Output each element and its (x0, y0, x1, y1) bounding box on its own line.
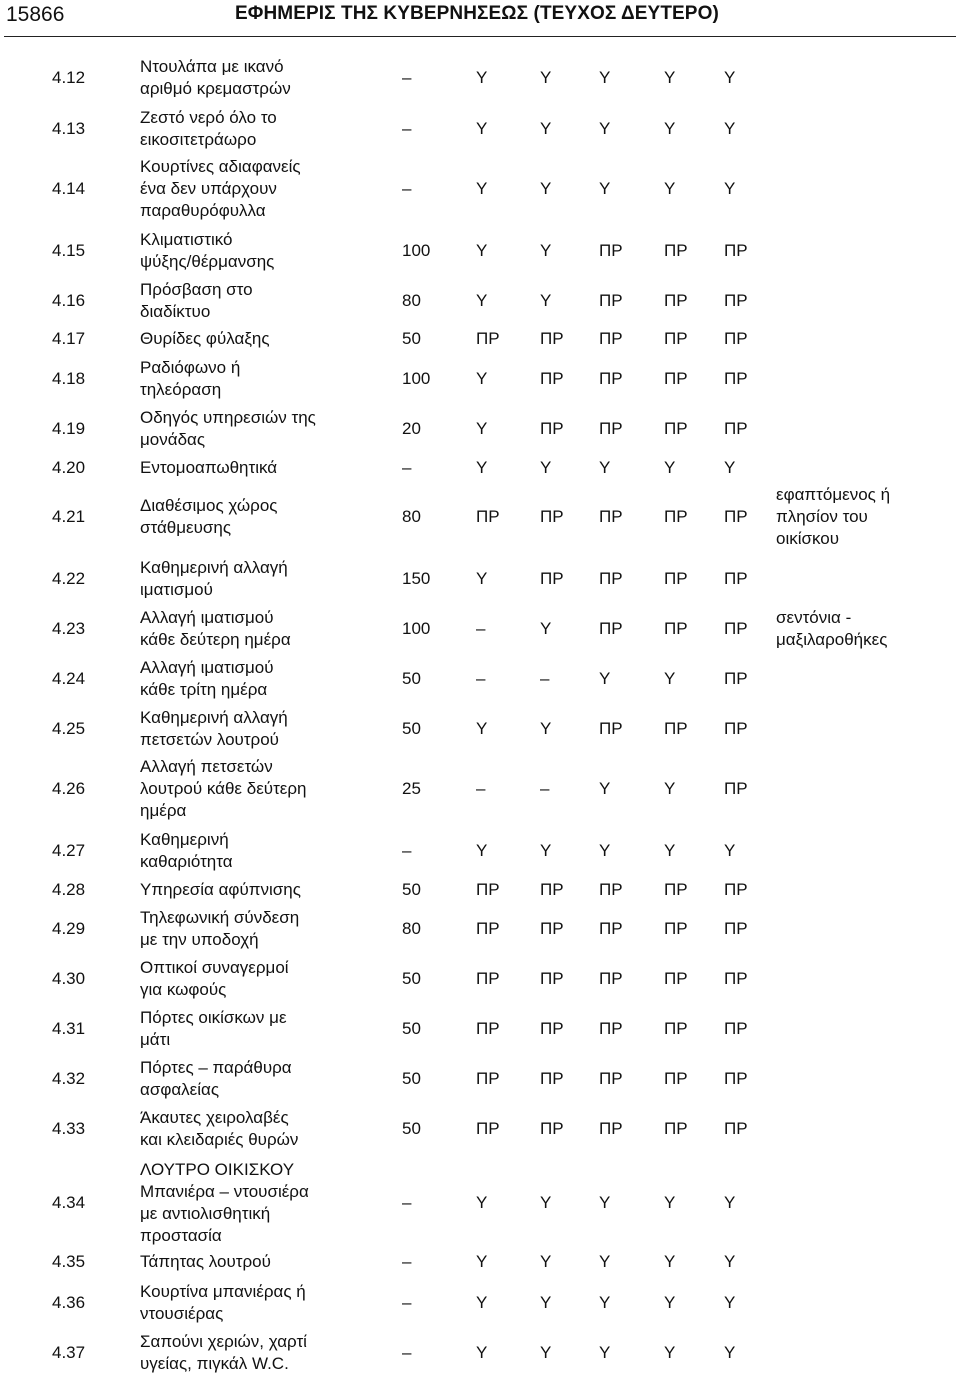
item-description (140, 357, 240, 401)
category-value: ΠΡ (476, 1069, 500, 1088)
category-value: Υ (476, 68, 488, 87)
description-line: ντουσιέρας (140, 1304, 224, 1323)
category-value: Υ (599, 119, 611, 138)
item-code: 4.32 (52, 1069, 86, 1088)
category-value: ΠΡ (599, 619, 623, 638)
category-value: Υ (476, 1343, 488, 1362)
category-value: Υ (664, 1193, 676, 1212)
item-code: 4.27 (52, 841, 86, 860)
item-description (140, 495, 278, 539)
item-code: 4.18 (52, 369, 86, 388)
description-line: και κλειδαριές θυρών (140, 1130, 299, 1149)
category-value: ΠΡ (724, 329, 748, 348)
description-line: ημέρα (140, 801, 187, 820)
category-value: – (540, 779, 550, 798)
category-value: ΠΡ (664, 291, 688, 310)
item-code: 4.34 (52, 1193, 86, 1212)
item-description (140, 1331, 307, 1375)
item-description (140, 1007, 287, 1051)
category-value: Υ (599, 1252, 611, 1271)
item-description (140, 1057, 292, 1101)
description-line: στάθμευσης (140, 518, 232, 537)
category-value: Υ (664, 1252, 676, 1271)
description-line: μάτι (140, 1030, 171, 1049)
points-value: 20 (402, 419, 421, 438)
item-code: 4.28 (52, 880, 86, 899)
table-row (0, 1250, 960, 1274)
description-line: Καθημερινή αλλαγή (140, 558, 288, 577)
category-value: ΠΡ (724, 779, 748, 798)
table-row (0, 1158, 960, 1248)
category-value: Υ (540, 179, 552, 198)
category-value: ΠΡ (599, 719, 623, 738)
category-value: ΠΡ (724, 1119, 748, 1138)
category-value: ΠΡ (664, 569, 688, 588)
description-line: ένα δεν υπάρχουν (140, 179, 277, 198)
remark-line: οικίσκου (776, 529, 840, 548)
table-row (0, 556, 960, 602)
points-value: 50 (402, 1069, 421, 1088)
category-value: ΠΡ (540, 507, 564, 526)
category-value: Υ (724, 841, 736, 860)
category-value: ΠΡ (540, 1119, 564, 1138)
category-value: Υ (664, 68, 676, 87)
points-value: 100 (402, 619, 431, 638)
category-value: ΠΡ (599, 329, 623, 348)
item-description (140, 829, 233, 873)
category-value: Υ (664, 669, 676, 688)
category-value: Υ (540, 458, 552, 477)
description-line: κάθε τρίτη ημέρα (140, 680, 268, 699)
category-value: ΠΡ (599, 241, 623, 260)
item-code: 4.37 (52, 1343, 86, 1362)
category-value: Υ (540, 68, 552, 87)
table-row (0, 878, 960, 902)
description-line: Θυρίδες φύλαξης (140, 329, 270, 348)
category-value: Υ (476, 1252, 488, 1271)
item-description (140, 756, 307, 822)
item-description (140, 707, 288, 751)
category-value: Υ (599, 841, 611, 860)
points-value: 50 (402, 669, 421, 688)
item-code: 4.12 (52, 68, 86, 87)
points-value: – (402, 68, 412, 87)
category-value: Υ (664, 1343, 676, 1362)
category-value: Υ (724, 1252, 736, 1271)
item-code: 4.13 (52, 119, 86, 138)
category-value: Υ (476, 1193, 488, 1212)
category-value: – (476, 779, 486, 798)
table-row (0, 406, 960, 452)
category-value: Υ (476, 1293, 488, 1312)
description-line: υγείας, πιγκάλ W.C. (140, 1354, 289, 1373)
category-value: Υ (540, 1193, 552, 1212)
category-value: Υ (476, 119, 488, 138)
description-line: παραθυρόφυλλα (140, 201, 266, 220)
table-row (0, 228, 960, 274)
category-value: ΠΡ (540, 969, 564, 988)
category-value: ΠΡ (599, 369, 623, 388)
category-value: Υ (599, 458, 611, 477)
table-row (0, 55, 960, 101)
description-line: καθαριότητα (140, 852, 233, 871)
item-code: 4.24 (52, 669, 86, 688)
category-value: ΠΡ (599, 569, 623, 588)
item-description (140, 407, 316, 451)
category-value: Υ (724, 179, 736, 198)
category-value: ΠΡ (664, 419, 688, 438)
description-line: Ντουλάπα με ικανό (140, 57, 284, 76)
category-value: Υ (599, 779, 611, 798)
table-row (0, 956, 960, 1002)
category-value: ΠΡ (540, 880, 564, 899)
category-value: ΠΡ (476, 1119, 500, 1138)
points-value: 50 (402, 1119, 421, 1138)
points-value: – (402, 179, 412, 198)
item-code: 4.14 (52, 179, 86, 198)
description-line: Αλλαγή ιματισμού (140, 658, 274, 677)
category-value: Υ (476, 419, 488, 438)
item-description (140, 328, 270, 350)
description-line: αριθμό κρεμαστρών (140, 79, 291, 98)
category-value: Υ (476, 179, 488, 198)
category-value: Υ (476, 291, 488, 310)
description-line: εικοσιτετράωρο (140, 130, 257, 149)
description-line: ασφαλείας (140, 1080, 220, 1099)
item-description (140, 1251, 271, 1273)
description-line: ΛΟΥΤΡΟ ΟΙΚΙΣΚΟΥ (140, 1160, 295, 1179)
category-value: Υ (540, 841, 552, 860)
item-description (140, 657, 274, 701)
category-value: ΠΡ (599, 969, 623, 988)
category-value: Υ (599, 669, 611, 688)
item-code: 4.22 (52, 569, 86, 588)
category-value: ΠΡ (664, 719, 688, 738)
category-value: ΠΡ (724, 291, 748, 310)
category-value: ΠΡ (664, 1069, 688, 1088)
category-value: ΠΡ (724, 619, 748, 638)
remark-line: μαξιλαροθήκες (776, 630, 888, 649)
remark-line: πλησίον του (776, 507, 868, 526)
description-line: Κλιματιστικό (140, 230, 233, 249)
category-value: Υ (540, 1343, 552, 1362)
points-value: 80 (402, 291, 421, 310)
category-value: Υ (476, 369, 488, 388)
category-value: ΠΡ (599, 291, 623, 310)
category-value: ΠΡ (476, 507, 500, 526)
category-value: ΠΡ (724, 719, 748, 738)
table-row (0, 278, 960, 324)
points-value: 25 (402, 779, 421, 798)
table-row (0, 1056, 960, 1102)
points-value: 50 (402, 1019, 421, 1038)
table-row (0, 1330, 960, 1376)
category-value: ΠΡ (476, 969, 500, 988)
description-line: ιματισμού (140, 580, 213, 599)
item-code: 4.35 (52, 1252, 86, 1271)
category-value: Υ (664, 1293, 676, 1312)
description-line: Τάπητας λουτρού (140, 1252, 271, 1271)
category-value: Υ (540, 291, 552, 310)
category-value: ΠΡ (664, 369, 688, 388)
item-description (140, 229, 274, 273)
category-value: Υ (664, 179, 676, 198)
description-line: Σαπούνι χεριών, χαρτί (140, 1332, 307, 1351)
table-row (0, 1280, 960, 1326)
category-value: Υ (724, 68, 736, 87)
description-line: ψύξης/θέρμανσης (140, 252, 275, 271)
category-value: ΠΡ (540, 329, 564, 348)
category-value: ΠΡ (476, 1019, 500, 1038)
table-row (0, 456, 960, 480)
table-row (0, 327, 960, 351)
description-line: Πόρτες – παράθυρα (140, 1058, 292, 1077)
description-line: Άκαυτες χειρολαβές (140, 1108, 289, 1127)
category-value: – (540, 669, 550, 688)
item-code: 4.26 (52, 779, 86, 798)
points-value: 50 (402, 880, 421, 899)
description-line: Διαθέσιμος χώρος (140, 496, 278, 515)
category-value: Υ (540, 119, 552, 138)
table-row (0, 485, 960, 549)
points-value: – (402, 1343, 412, 1362)
item-code: 4.30 (52, 969, 86, 988)
item-code: 4.15 (52, 241, 86, 260)
category-value: ΠΡ (476, 329, 500, 348)
table-row (0, 828, 960, 874)
points-value: 50 (402, 719, 421, 738)
item-code: 4.29 (52, 919, 86, 938)
points-value: – (402, 119, 412, 138)
item-description (140, 907, 299, 951)
item-code: 4.23 (52, 619, 86, 638)
item-description (140, 557, 288, 601)
category-value: Υ (664, 841, 676, 860)
category-value: Υ (540, 1252, 552, 1271)
item-description (140, 107, 277, 151)
category-value: Υ (476, 241, 488, 260)
category-value: Υ (724, 1193, 736, 1212)
category-value: Υ (476, 458, 488, 477)
item-code: 4.36 (52, 1293, 86, 1312)
description-line: λουτρού κάθε δεύτερη (140, 779, 307, 798)
category-value: ΠΡ (540, 919, 564, 938)
points-value: – (402, 1193, 412, 1212)
table-row (0, 1006, 960, 1052)
category-value: Υ (476, 569, 488, 588)
category-value: ΠΡ (599, 919, 623, 938)
item-code: 4.16 (52, 291, 86, 310)
category-value: – (476, 619, 486, 638)
points-value: 100 (402, 241, 431, 260)
item-code: 4.17 (52, 329, 86, 348)
points-value: – (402, 1293, 412, 1312)
description-line: προστασία (140, 1226, 222, 1245)
table-row (0, 906, 960, 952)
category-value: ΠΡ (664, 1019, 688, 1038)
item-description (140, 1281, 306, 1325)
points-value: – (402, 458, 412, 477)
category-value: ΠΡ (599, 1119, 623, 1138)
category-value: ΠΡ (664, 619, 688, 638)
category-value: ΠΡ (540, 1069, 564, 1088)
category-value: ΠΡ (724, 569, 748, 588)
category-value: ΠΡ (724, 880, 748, 899)
item-description (140, 879, 301, 901)
category-value: ΠΡ (664, 969, 688, 988)
description-line: Καθημερινή (140, 830, 229, 849)
item-description (140, 279, 253, 323)
category-value: Υ (476, 841, 488, 860)
gazette-title: ΕΦΗΜΕΡΙΣ ΤΗΣ ΚΥΒΕΡΝΗΣΕΩΣ (ΤΕΥΧΟΣ ΔΕΥΤΕΡΟ) (235, 3, 719, 24)
item-description (140, 1159, 309, 1247)
description-line: Αλλαγή πετσετών (140, 757, 273, 776)
category-value: ΠΡ (724, 241, 748, 260)
points-value: 80 (402, 919, 421, 938)
points-value: 50 (402, 329, 421, 348)
category-value: – (476, 669, 486, 688)
table-row (0, 1106, 960, 1152)
category-value: ΠΡ (540, 419, 564, 438)
item-remark (776, 484, 890, 550)
points-value: 150 (402, 569, 431, 588)
category-value: ΠΡ (599, 419, 623, 438)
description-line: Τηλεφωνική σύνδεση (140, 908, 300, 927)
category-value: Υ (599, 68, 611, 87)
description-line: Πρόσβαση στο (140, 280, 253, 299)
points-value: 80 (402, 507, 421, 526)
category-value: Υ (540, 719, 552, 738)
description-line: με αντιολισθητική (140, 1204, 271, 1223)
description-line: Εντομοαπωθητικά (140, 458, 278, 477)
item-code: 4.31 (52, 1019, 86, 1038)
category-value: Υ (664, 458, 676, 477)
category-value: ΠΡ (724, 919, 748, 938)
item-description (140, 457, 277, 479)
category-value: Υ (664, 779, 676, 798)
category-value: ΠΡ (664, 1119, 688, 1138)
remark-line: σεντόνια - (776, 608, 852, 627)
description-line: Οδηγός υπηρεσιών της (140, 408, 316, 427)
category-value: ΠΡ (724, 369, 748, 388)
category-value: ΠΡ (599, 1019, 623, 1038)
table-row (0, 606, 960, 652)
category-value: ΠΡ (664, 241, 688, 260)
description-line: Οπτικοί συναγερμοί (140, 958, 289, 977)
category-value: ΠΡ (476, 880, 500, 899)
item-code: 4.33 (52, 1119, 86, 1138)
category-value: Υ (599, 1193, 611, 1212)
category-value: Υ (540, 619, 552, 638)
category-value: Υ (724, 1293, 736, 1312)
category-value: Υ (599, 179, 611, 198)
category-value: ΠΡ (724, 1019, 748, 1038)
item-code: 4.19 (52, 419, 86, 438)
description-line: μονάδας (140, 430, 206, 449)
item-description (140, 607, 291, 651)
category-value: ΠΡ (599, 880, 623, 899)
remark-line: εφαπτόμενος ή (776, 485, 891, 504)
item-description (140, 1107, 298, 1151)
category-value: ΠΡ (540, 569, 564, 588)
category-value: Υ (724, 1343, 736, 1362)
points-value: 100 (402, 369, 431, 388)
item-code: 4.21 (52, 507, 86, 526)
description-line: Πόρτες οικίσκων με (140, 1008, 287, 1027)
category-value: ΠΡ (724, 1069, 748, 1088)
description-line: Υπηρεσία αφύπνισης (140, 880, 301, 899)
item-description (140, 156, 301, 222)
description-line: Ραδιόφωνο ή (140, 358, 241, 377)
category-value: ΠΡ (664, 507, 688, 526)
category-value: Υ (724, 458, 736, 477)
category-value: Υ (476, 719, 488, 738)
category-value: Υ (664, 119, 676, 138)
table-row (0, 106, 960, 152)
category-value: ΠΡ (724, 969, 748, 988)
category-value: ΠΡ (664, 880, 688, 899)
category-value: Υ (540, 241, 552, 260)
table-row (0, 706, 960, 752)
table-row (0, 356, 960, 402)
item-code: 4.20 (52, 458, 86, 477)
table-row (0, 656, 960, 702)
category-value: Υ (540, 1293, 552, 1312)
description-line: πετσετών λουτρού (140, 730, 279, 749)
category-value: Υ (599, 1343, 611, 1362)
category-value: ΠΡ (724, 419, 748, 438)
category-value: ΠΡ (599, 507, 623, 526)
category-value: ΠΡ (664, 919, 688, 938)
category-value: ΠΡ (664, 329, 688, 348)
category-value: ΠΡ (540, 369, 564, 388)
description-line: με την υποδοχή (140, 930, 259, 949)
category-value: Υ (724, 119, 736, 138)
description-line: Μπανιέρα – ντουσιέρα (140, 1182, 309, 1201)
points-value: 50 (402, 969, 421, 988)
description-line: Ζεστό νερό όλο το (140, 108, 277, 127)
description-line: Κουρτίνες αδιαφανείς (140, 157, 301, 176)
category-value: Υ (599, 1293, 611, 1312)
points-value: – (402, 841, 412, 860)
description-line: κάθε δεύτερη ημέρα (140, 630, 291, 649)
category-value: ΠΡ (724, 507, 748, 526)
description-line: Κουρτίνα μπανιέρας ή (140, 1282, 306, 1301)
description-line: τηλεόραση (140, 380, 222, 399)
item-description (140, 56, 291, 100)
item-code: 4.25 (52, 719, 86, 738)
page-number: 15866 (6, 3, 65, 26)
points-value: – (402, 1252, 412, 1271)
table-row (0, 156, 960, 222)
category-value: ΠΡ (476, 919, 500, 938)
item-description (140, 957, 289, 1001)
description-line: για κωφούς (140, 980, 227, 999)
category-value: ΠΡ (724, 669, 748, 688)
item-remark (776, 607, 887, 651)
description-line: διαδίκτυο (140, 302, 211, 321)
category-value: ΠΡ (599, 1069, 623, 1088)
table-row (0, 756, 960, 822)
description-line: Αλλαγή ιματισμού (140, 608, 274, 627)
description-line: Καθημερινή αλλαγή (140, 708, 288, 727)
category-value: ΠΡ (540, 1019, 564, 1038)
